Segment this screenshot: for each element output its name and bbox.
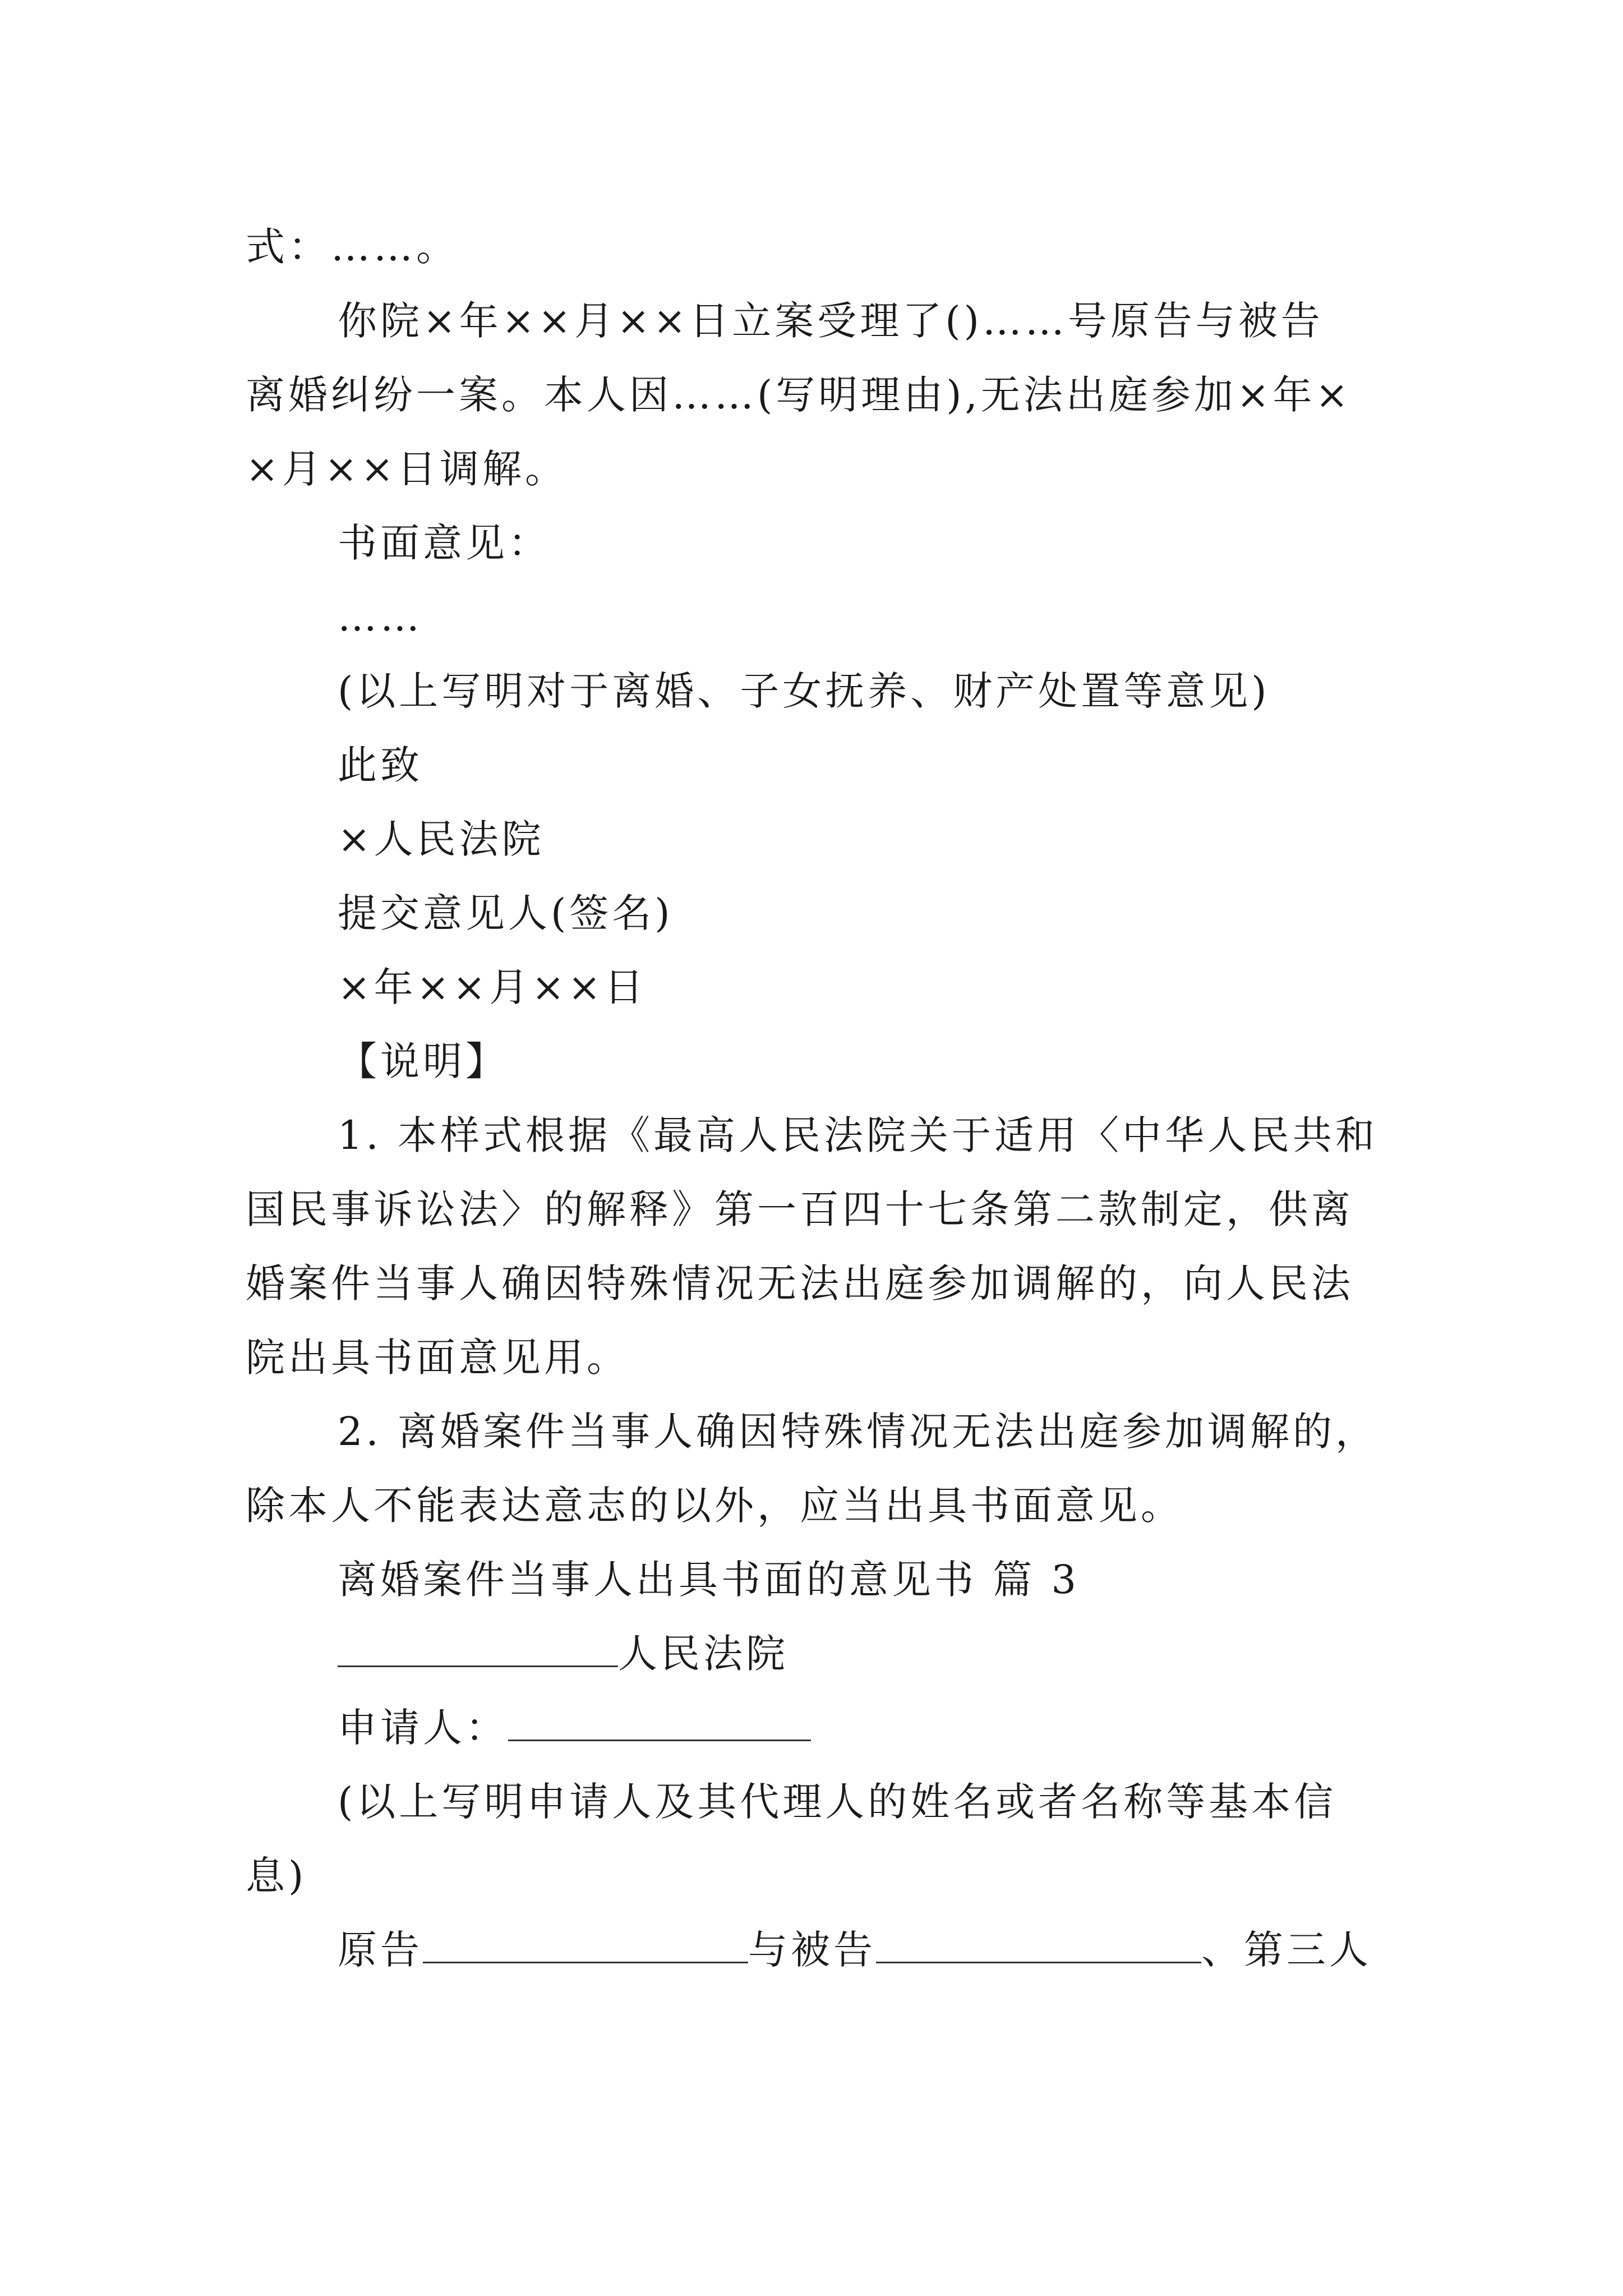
text-line-22: (以上写明申请人及其代理人的姓名或者名称等基本信: [338, 1779, 1337, 1825]
defendant-blank[interactable]: [876, 1926, 1201, 1963]
text-line-18: 除本人不能表达意志的以外，应当出具书面意见。: [246, 1483, 1183, 1529]
text-line-7: (以上写明对于离婚、子女抚养、财产处置等意见): [338, 668, 1270, 714]
section-title: 离婚案件当事人出具书面的意见书 篇 3: [338, 1557, 1080, 1603]
text-line-3: 离婚纠纷一案。本人因……(写明理由),无法出庭参加×年×: [246, 372, 1352, 418]
parties-line: [338, 1922, 1372, 1978]
third-party-label: 、第三人: [1201, 1927, 1372, 1973]
text-line-6: ……: [338, 594, 423, 640]
court-line: [338, 1626, 789, 1682]
text-line-14: 国民事诉讼法〉的解释》第一百四十七条第二款制定，供离: [246, 1186, 1354, 1232]
court-suffix: 人民法院: [618, 1631, 789, 1677]
applicant-label: 申请人：: [338, 1705, 508, 1751]
text-line-8: 此致: [338, 742, 423, 788]
plaintiff-blank[interactable]: [423, 1926, 748, 1963]
text-line-2: 你院×年××月××日立案受理了()……号原告与被告: [338, 298, 1324, 344]
text-line-9: ×人民法院: [338, 816, 545, 862]
applicant-line: [338, 1700, 811, 1756]
text-line-23: 息): [246, 1853, 307, 1899]
court-name-blank[interactable]: [338, 1630, 618, 1667]
section-heading-note: 【说明】: [338, 1038, 508, 1084]
text-line-13: 1. 本样式根据《最高人民法院关于适用〈中华人民共和: [338, 1112, 1378, 1158]
text-line-4: ×月××日调解。: [246, 446, 568, 492]
text-line-15: 婚案件当事人确因特殊情况无法出庭参加调解的，向人民法: [246, 1260, 1354, 1306]
text-line-17: 2. 离婚案件当事人确因特殊情况无法出庭参加调解的，: [338, 1409, 1378, 1455]
text-line-10: 提交意见人(签名): [338, 890, 674, 936]
text-line-5: 书面意见：: [338, 520, 551, 566]
text-line-16: 院出具书面意见用。: [246, 1335, 629, 1381]
text-line-11: ×年××月××日: [338, 964, 647, 1010]
defendant-label: 与被告: [748, 1927, 876, 1973]
applicant-blank[interactable]: [508, 1704, 811, 1741]
text-line-1: 式：……。: [246, 224, 459, 270]
plaintiff-label: 原告: [338, 1927, 423, 1973]
